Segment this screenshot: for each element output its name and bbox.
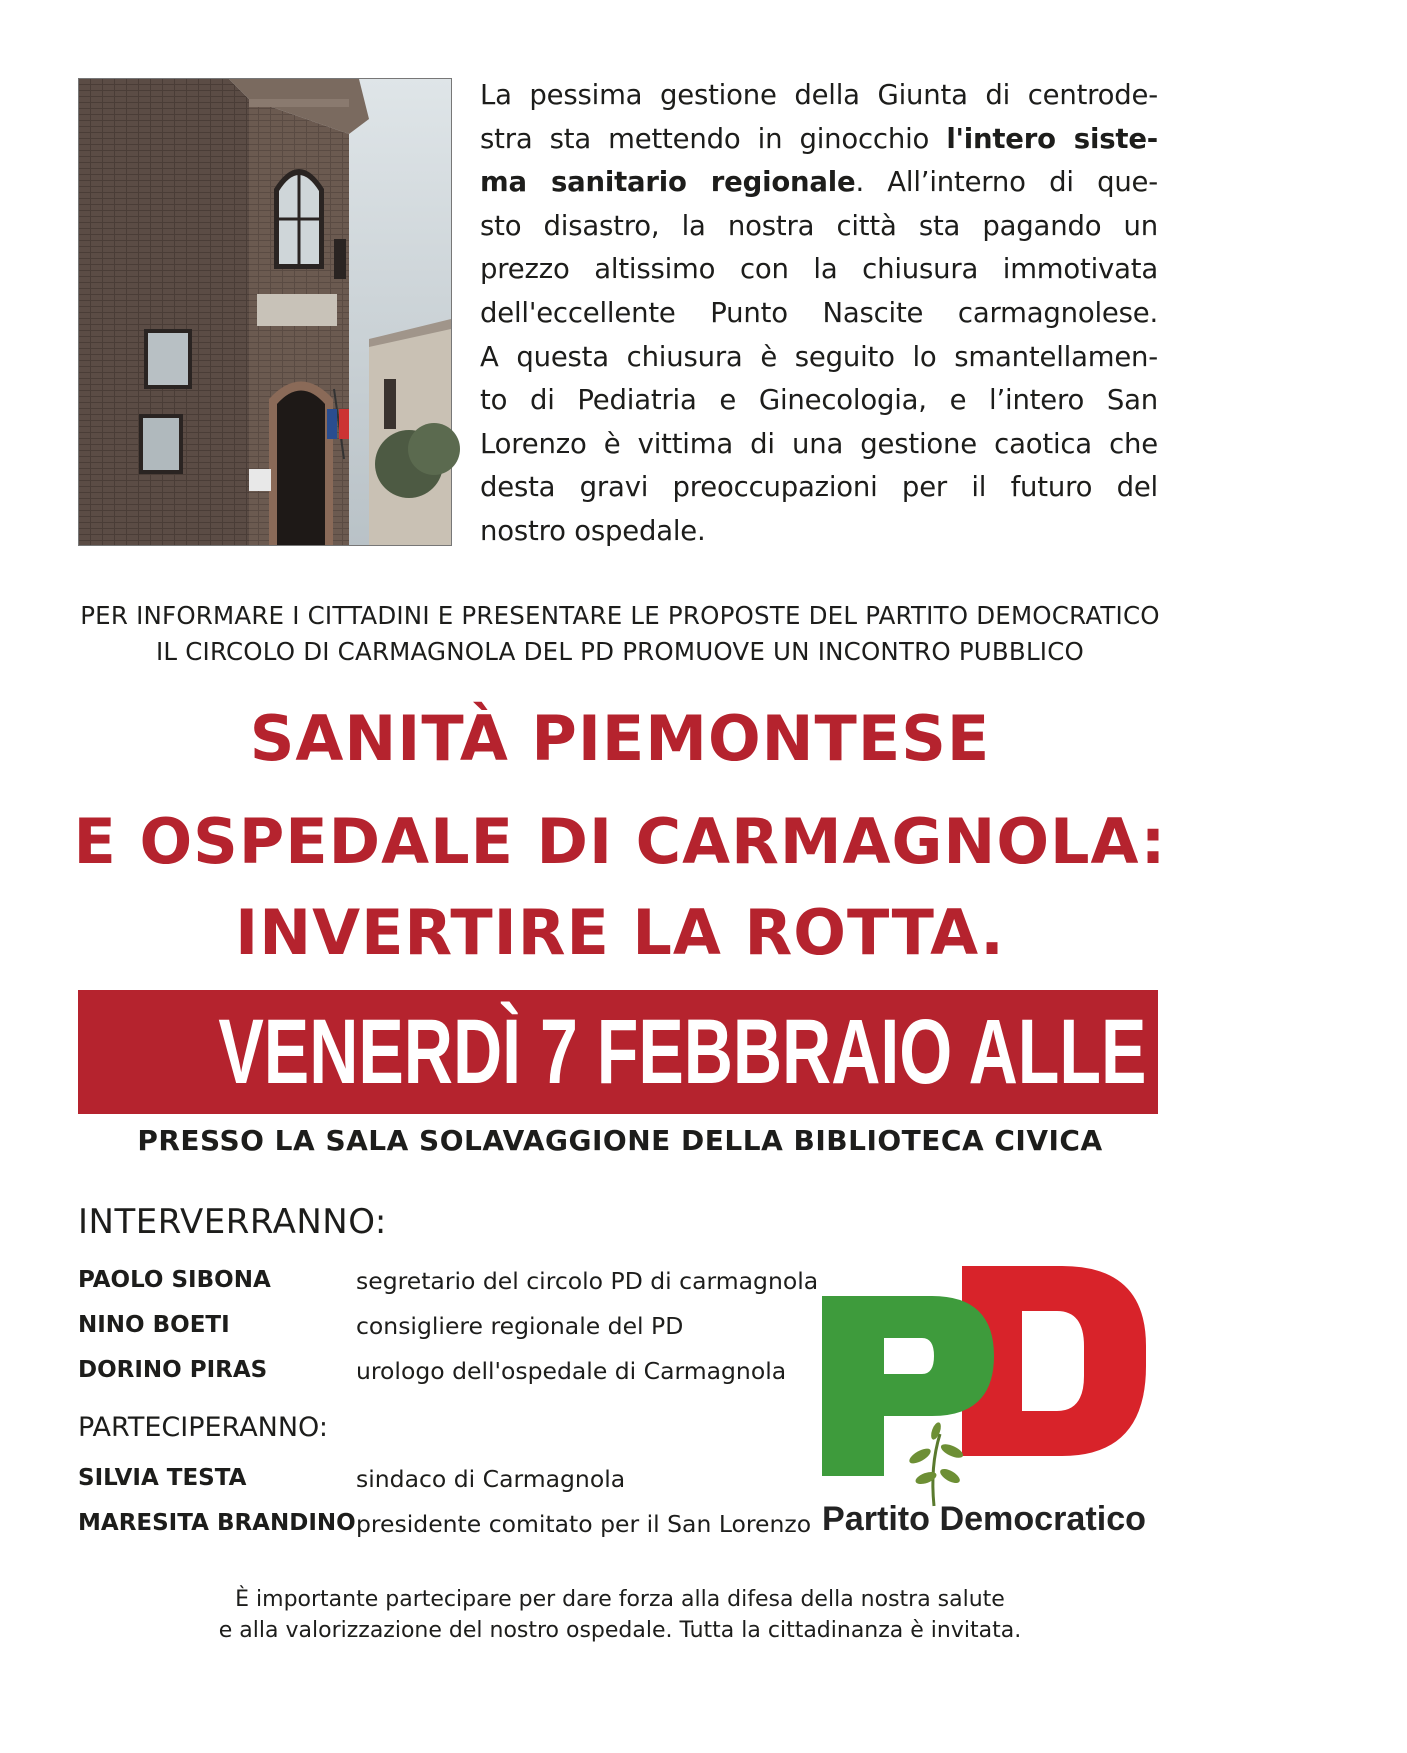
intro-emphasis: ma sanitario regionale bbox=[480, 166, 856, 199]
intro-text: dell'eccellente Punto Nascite carmagnolese. bbox=[480, 296, 1158, 329]
closing-text bbox=[0, 1584, 1240, 1646]
intro-emphasis: l'intero siste- bbox=[946, 122, 1158, 155]
title-line-2: E OSPEDALE DI CARMAGNOLA: bbox=[73, 805, 1167, 878]
date-banner-text: VENERDÌ 7 FEBBRAIO ALLE ORE 21 bbox=[218, 1001, 1407, 1103]
participant-name: SILVIA TESTA bbox=[78, 1465, 247, 1491]
speaker-role: urologo dell'ospedale di Carmagnola bbox=[356, 1357, 787, 1385]
intro-line bbox=[480, 74, 1158, 118]
intro-line bbox=[480, 248, 1158, 292]
intro-line bbox=[480, 292, 1158, 336]
date-banner bbox=[78, 990, 1407, 1114]
intro-line bbox=[480, 379, 1158, 423]
announce-line-1: PER INFORMARE I CITTADINI E PRESENTARE LE PROPOSTE DEL PARTITO DEMOCRATICO bbox=[80, 601, 1160, 630]
intro-text: to di Pediatria e Ginecologia, e l’intero San bbox=[480, 384, 1158, 417]
closing-line-1: È importante partecipare per dare forza alla difesa della nostra salute bbox=[235, 1587, 1005, 1612]
intro-text: La pessima gestione della Giunta di centrode- bbox=[480, 79, 1158, 111]
intro-line bbox=[480, 336, 1158, 380]
intro-line bbox=[480, 205, 1158, 249]
intro-line bbox=[480, 510, 1158, 554]
intro-text: A questa chiusura è seguito lo smantellamen- bbox=[480, 340, 1158, 373]
speaker-name: PAOLO SIBONA bbox=[78, 1267, 271, 1293]
participant-role: presidente comitato per il San Lorenzo bbox=[356, 1510, 812, 1538]
pd-logo bbox=[822, 1266, 1146, 1538]
speakers-heading: INTERVERRANNO: bbox=[78, 1202, 387, 1242]
announce-line-2: IL CIRCOLO DI CARMAGNOLA DEL PD PROMUOVE UN INCONTRO PUBBLICO bbox=[155, 637, 1085, 666]
venue-text: PRESSO LA SALA SOLAVAGGIONE DELLA BIBLIOTECA CIVICA bbox=[137, 1124, 1103, 1157]
intro-text: Lorenzo è vittima di una gestione caotica che bbox=[480, 427, 1158, 460]
speaker-role: consigliere regionale del PD bbox=[356, 1312, 684, 1340]
print-credit-mark bbox=[1153, 1440, 1167, 1580]
intro-text: desta gravi preoccupazioni per il futuro del bbox=[480, 471, 1158, 504]
intro-line bbox=[480, 118, 1158, 162]
participant-name: MARESITA BRANDINO bbox=[78, 1510, 356, 1536]
participants-heading: PARTECIPERANNO: bbox=[78, 1412, 328, 1443]
logo-caption: Partito Democratico bbox=[822, 1500, 1146, 1538]
hospital-building-image bbox=[79, 79, 451, 545]
intro-text: nostro ospedale. bbox=[480, 514, 706, 547]
intro-line bbox=[480, 161, 1158, 205]
title-line-3: INVERTIRE LA ROTTA. bbox=[235, 896, 1005, 969]
intro-paragraph bbox=[480, 74, 1158, 554]
speaker-name: NINO BOETI bbox=[78, 1312, 230, 1338]
intro-text: stra sta mettendo in ginocchio bbox=[480, 122, 947, 155]
intro-text: prezzo altissimo con la chiusura immotivata bbox=[480, 253, 1158, 286]
intro-text: sto disastro, la nostra città sta pagando un bbox=[480, 209, 1158, 242]
intro-line bbox=[480, 466, 1158, 510]
closing-line-2: e alla valorizzazione del nostro ospedale. Tutta la cittadinanza è invitata. bbox=[218, 1618, 1022, 1643]
hospital-photo bbox=[78, 78, 452, 546]
intro-text: . All’interno di que- bbox=[855, 166, 1158, 199]
speaker-role: segretario del circolo PD di carmagnola bbox=[356, 1267, 819, 1295]
participant-role: sindaco di Carmagnola bbox=[356, 1465, 626, 1493]
title-line-1: SANITÀ PIEMONTESE bbox=[249, 702, 991, 775]
pd-logo-graphic bbox=[822, 1266, 1146, 1538]
intro-line bbox=[480, 423, 1158, 467]
speaker-name: DORINO PIRAS bbox=[78, 1357, 268, 1383]
